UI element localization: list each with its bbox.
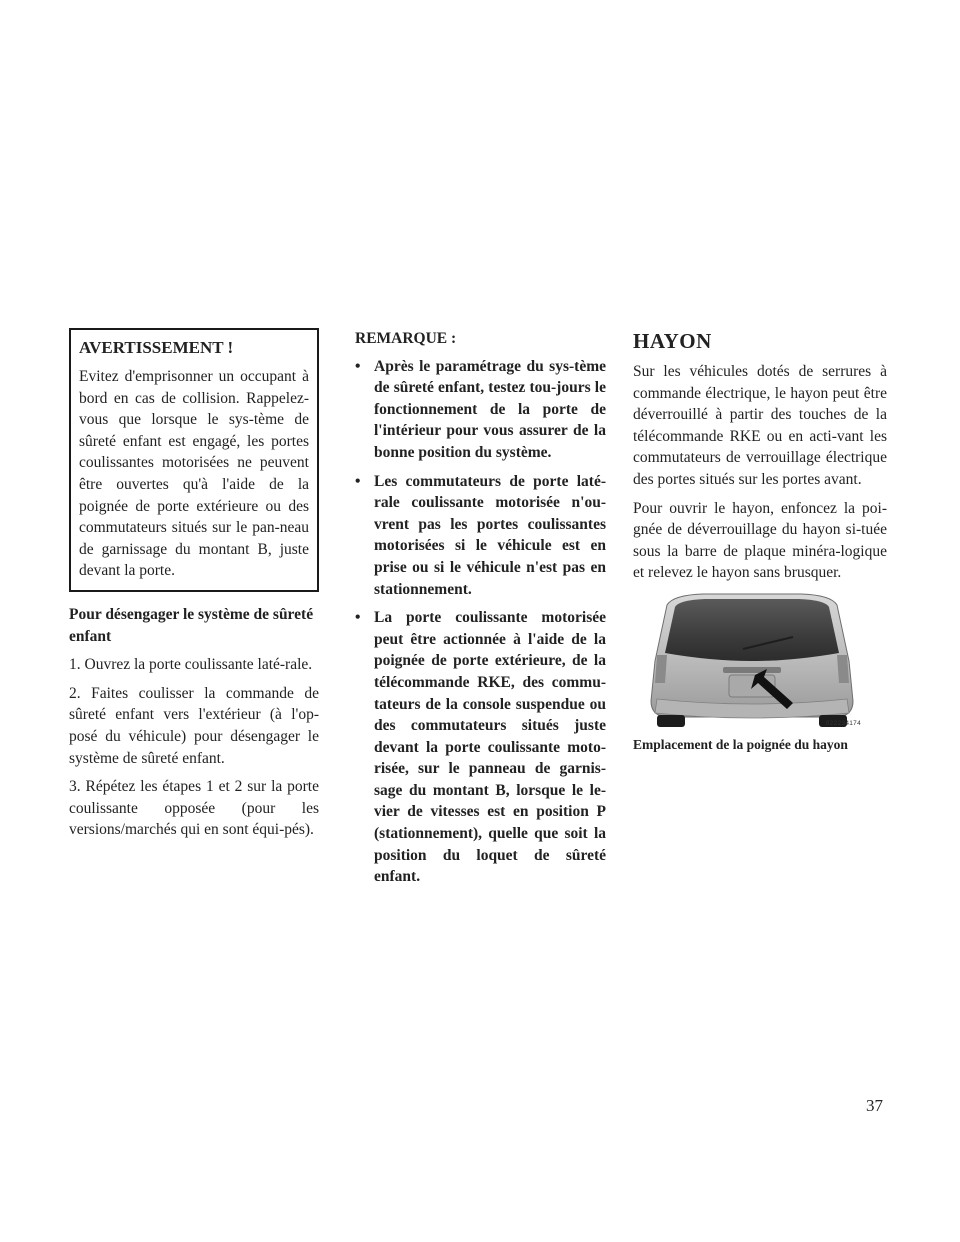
note-label: REMARQUE : [355, 330, 457, 347]
hayon-paragraph-1: Sur les véhicules dotés de serrures à commande électrique, le hayon peut être déverrouillé à partir des touches de la télécommande RKE ou en acti-vant les commutateurs de verrouillage électrique des portes situés sur les portes avant. [633, 363, 887, 488]
warning-box [69, 328, 319, 592]
note-bullet-3: • La porte coulissante motorisée peut être actionnée à l'aide de la poignée de porte extérieure, de la télécommande RKE, des commu-tateurs de la console suspendue ou des commutateurs situés juste devant la porte coulissante moto-risée, sur le panneau de garnis-sage du montant B, lorsque le le-vier de vitesses est en position P (stationnement), quelle que soit la position du loquet de sûreté enfant. [355, 609, 606, 886]
left-column [69, 328, 319, 848]
note-bullet-list [355, 356, 606, 888]
disengage-heading: Pour désengager le système de sûreté enfant [69, 605, 314, 645]
bullet-icon: • [355, 472, 361, 490]
warning-text: Evitez d'emprisonner un occupant à bord en cas de collision. Rappelez-vous que lorsque le sys-tème de sûreté enfant est engagé, les portes coulissantes motorisées ne peuvent être ouvertes qu'à l'aide de la poignée de porte extérieure ou des commutateurs situés sur le pan-neau de garnissage du montant B, juste devant la porte. [79, 368, 309, 580]
page-number: 37 [866, 1096, 883, 1115]
right-column [633, 328, 887, 754]
hayon-paragraph-2: Pour ouvrir le hayon, enfoncez la poi-gnée de déverrouillage du hayon si-tuée sous la barre de plaque minéra-logique et relevez le hayon sans brusquer. [633, 499, 887, 582]
step-2: 2. Faites coulisser la commande de sûreté enfant vers l'extérieur (à l'op-posé du véhicule) pour désengager le système de sûreté enfant. [69, 684, 319, 767]
section-title-hayon: HAYON [633, 329, 712, 353]
liftgate-figure [643, 591, 861, 729]
figure-code: 022234174 [825, 719, 861, 727]
middle-column [355, 328, 606, 895]
note-bullet-1: • Après le paramétrage du sys-tème de sûreté enfant, testez tou-jours le fonctionnement de la porte de l'intérieur pour vous assurer de la bonne position du système. [355, 357, 606, 461]
liftgate-illustration [643, 591, 861, 729]
figure-caption: Emplacement de la poignée du hayon [633, 736, 848, 752]
note-bullet-2: • Les commutateurs de porte laté-rale coulissante motorisée n'ou-vrent pas les portes coulissantes motorisées si le véhicule est en prise ou si le véhicule n'est pas en stationnement. [355, 472, 606, 598]
step-1: 1. Ouvrez la porte coulissante laté-rale. [69, 656, 313, 674]
warning-title: AVERTISSEMENT ! [79, 338, 234, 357]
bullet-icon: • [355, 357, 361, 375]
bullet-icon: • [355, 609, 361, 627]
step-3: 3. Répétez les étapes 1 et 2 sur la porte coulissante opposée (pour les versions/marchés qui en sont équi-pés). [69, 778, 319, 839]
